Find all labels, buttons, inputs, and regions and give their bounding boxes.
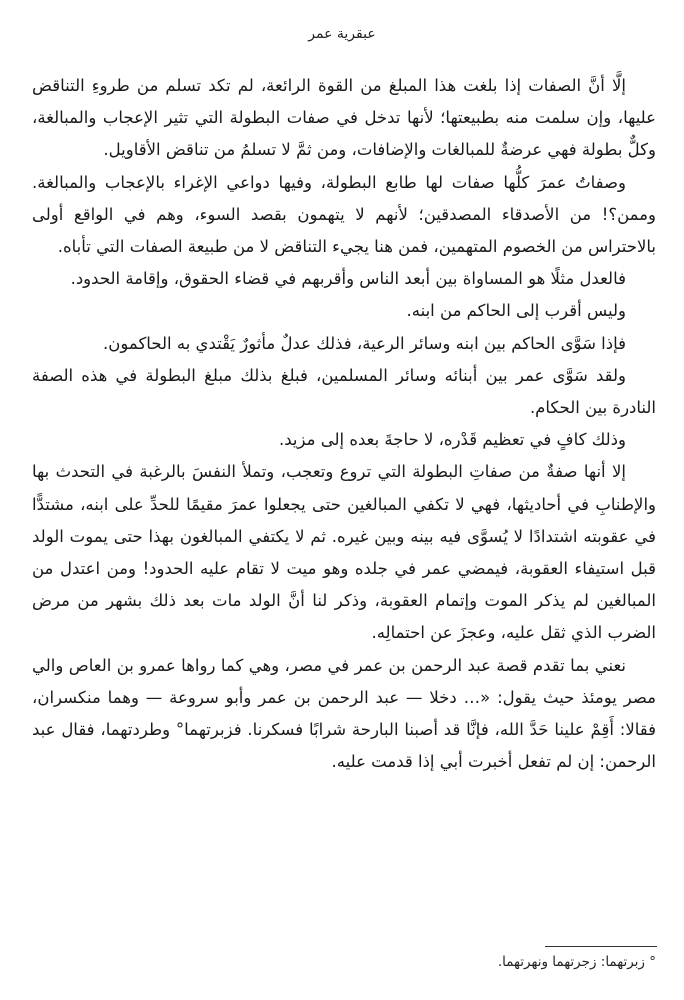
paragraph: وذلك كافٍ في تعظيم قَدْره، لا حاجةَ بعده إلى مزيد. bbox=[279, 430, 626, 450]
footnote-divider bbox=[545, 946, 657, 947]
running-header: عبقرية عمر bbox=[308, 26, 376, 42]
paragraph: فالعدل مثلًا هو المساواة بين أبعد الناس وأقربهم في قضاء الحقوق، وإقامة الحدود. bbox=[70, 269, 626, 289]
paragraph: فإذا سَوَّى الحاكم بين ابنه وسائر الرعية، فذلك عدلٌ مأثورٌ يَقْتدي به الحاكمون. bbox=[103, 333, 626, 353]
paragraph: ولقد سَوَّى عمر بين أبنائه وسائر المسلمين، فبلغ بذلك مبلغ البطولة في هذه الصفة النادرة بين الحكام. bbox=[32, 365, 656, 418]
paragraph: نعني بما تقدم قصة عبد الرحمن بن عمر في مصر، وهي كما رواها عمرو بن العاص والي مصر يومئذ حيث يقول: «… دخلا — عبد الرحمن بن عمر وأبو سروعة — وهما منكسران، فقالا: أَقِمْ علينا حَدَّ الله، فإنَّا قد أصبنا البارحة شرابًا فسكرنا. فزبرتهما° وطردتهما، فقال عبد الرحمن: إن لم تفعل أخبرت أبي إذا قدمت عليه. bbox=[32, 655, 656, 772]
body-text bbox=[32, 70, 656, 778]
paragraph: إلا أنها صفةٌ من صفاتِ البطولة التي تروع وتعجب، وتملأ النفسَ بالرغبة في التحدث بها والإطنابِ في أحاديثها، فهي لا تكفي المبالغين حتى يجعلوا عمرَ مقيمًا للحدِّ على ابنه، مشتدًّا في عقوبته اشتدادًا لا يُسوَّى فيه بينه وبين غيره. ثم لا يكتفي المبالغون بهذا حتى يموت الولد قبل استيفاء العقوبة، فيمضي عمر في جلده وهو ميت لا تقام عليه الحدود! ومن اعتدل من المبالغين لم يذكر الموت وإتمام العقوبة، وذكر لنا أنَّ الولد مات بعد ذلك بشهر من مرض الضرب الذي ثقل عليه، وعجزَ عن احتمالِه. bbox=[32, 462, 656, 643]
paragraph: وليس أقرب إلى الحاكم من ابنه. bbox=[406, 301, 626, 321]
paragraph: إلَّا أنَّ الصفات إذا بلغت هذا المبلغ من القوة الرائعة، لم تكد تسلم من طروءِ التناقض عليها، وإن سلمت منه بطبيعتها؛ لأنها تدخل في صفات البطولة التي تثير الإعجاب والمبالغة، وكلٌّ بطولة فهي عرضةٌ للمبالغات والإضافات، ومن ثمَّ لا تسلمُ من تناقض الأقاويل. bbox=[32, 76, 656, 160]
paragraph: وصفاتُ عمرَ كلُّها صفات لها طابع البطولة، وفيها دواعي الإغراء بالإعجاب والمبالغة. وممن؟! من الأصدقاء المصدقين؛ لأنهم لا يتهمون بقصد السوء، وهم في الواقع أولى بالاحتراس من الخصوم المتهمين، فمن هنا يجيء التناقض لا من طبيعة الصفات التي تأباه. bbox=[32, 172, 656, 257]
footnote: ° زبرتهما: زجرتهما ونهرتهما. bbox=[497, 954, 656, 970]
